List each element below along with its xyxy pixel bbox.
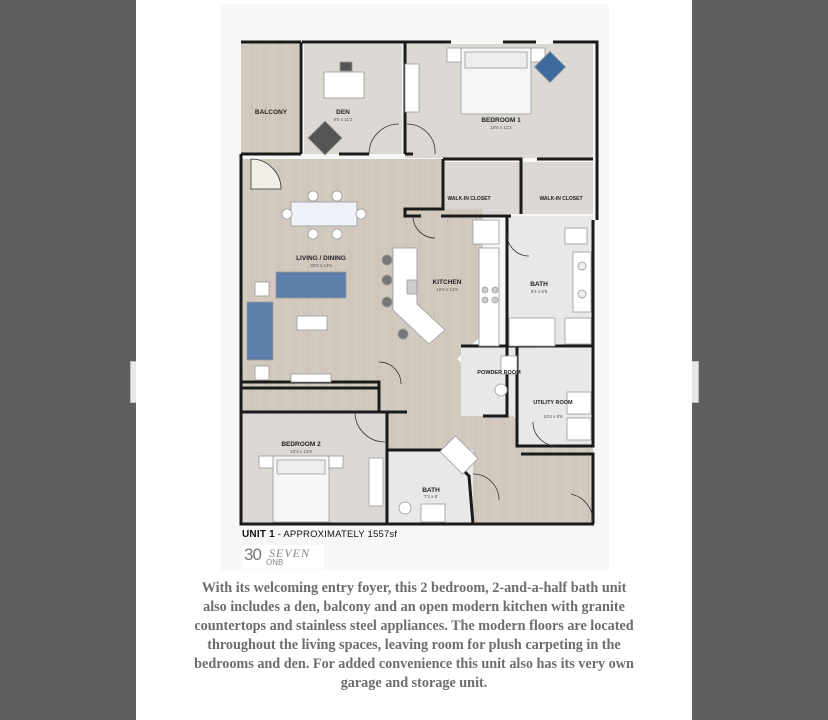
room-label-walkin-left: WALK-IN CLOSET — [447, 196, 491, 202]
thirty-seven-onb-logo — [242, 545, 324, 569]
floor-plan-image — [221, 4, 609, 570]
floor-plan — [221, 4, 609, 570]
room-label-utility: UTILITY ROOM — [533, 400, 573, 406]
room-label-den: DEN — [336, 109, 350, 116]
logo-word: SEVEN — [269, 546, 310, 560]
room-size-bedroom-1: 18'6 x 11'2 — [490, 125, 512, 130]
room-size-kitchen: 16'8 x 12'6 — [436, 287, 458, 292]
room-label-living: LIVING / DINING — [296, 255, 346, 262]
unit-name: UNIT 1 — [242, 529, 275, 540]
room-label-kitchen: KITCHEN — [432, 279, 462, 286]
room-size-den: 9'5 x 11'2 — [333, 117, 353, 122]
room-label-bath-2: BATH — [422, 487, 440, 494]
room-size-bath-1: 9'4 x 8'6 — [530, 289, 548, 294]
logo-number: 30 — [244, 545, 261, 564]
room-label-powder: POWDER ROOM — [477, 370, 521, 376]
room-label-walkin-right: WALK-IN CLOSET — [539, 196, 583, 202]
room-size-bath-2: 7'3 x 8' — [424, 494, 438, 499]
unit-description: With its welcoming entry foyer, this 2 bedroom, 2-and-a-half bath unit also includes a den, balcony and an open modern kitchen with granite countertops and stainless steel appliances. The modern floors are located throughout the living spaces, leaving room for plush carpeting in the bedrooms and den. For added convenience this unit also has its very own garage and storage unit. — [194, 580, 634, 691]
room-label-bath-1: BATH — [530, 281, 548, 288]
unit-area: - APPROXIMATELY 1557sf — [274, 529, 398, 540]
room-label-bedroom-2: BEDROOM 2 — [281, 441, 321, 448]
room-label-balcony: BALCONY — [254, 109, 288, 116]
unit-label — [242, 529, 397, 540]
room-size-living: 33'8 x 14'6 — [310, 263, 332, 268]
right-scroll-handle[interactable] — [691, 361, 699, 403]
logo-sub: ONB — [266, 558, 284, 567]
room-label-bedroom-1: BEDROOM 1 — [481, 117, 521, 124]
room-size-bedroom-2: 13'3 x 13'9 — [290, 449, 312, 454]
document-page — [136, 0, 692, 720]
room-size-utility: 10'4 x 8'8 — [543, 414, 563, 419]
